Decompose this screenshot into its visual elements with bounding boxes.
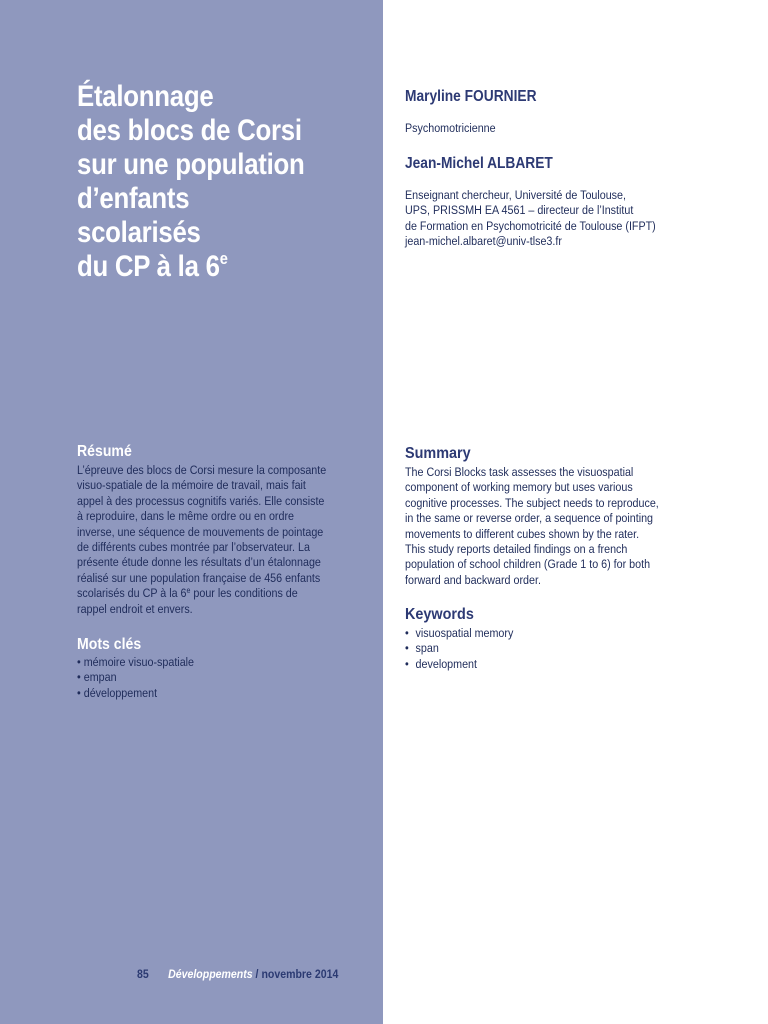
resume-line [77, 586, 323, 601]
keyword-text: span [415, 641, 439, 656]
resume-line: inverse, une séquence de mouvements de pointage [77, 524, 324, 539]
title-line: d’enfants [77, 182, 190, 215]
author-name: Jean-Michel ALBARET [405, 155, 553, 172]
keyword-text: visuospatial memory [415, 626, 514, 640]
bullet-icon: • [405, 626, 409, 640]
resume-line: de différents cubes montrée par l’observateur. La [77, 540, 310, 555]
article-title [77, 80, 335, 284]
mots-cles-item: • empan [77, 670, 117, 685]
author-name: Maryline FOURNIER [405, 88, 537, 105]
author-role-line: Psychomotricienne [405, 121, 496, 135]
resume-line: à reproduire, dans le même ordre ou en ordre [77, 509, 295, 524]
summary-line: component of working memory but uses various [405, 480, 633, 495]
title-line: scolarisés [77, 216, 201, 249]
page-number: 85 [137, 967, 149, 981]
author-affiliation [405, 188, 690, 250]
resume-line: visuo-spatiale de la mémoire de travail, mais fait [77, 478, 306, 493]
resume-line: réalisé sur une population française de 456 enfants [77, 570, 321, 585]
affiliation-line: de Formation en Psychomotricité de Toulouse (IFPT) [405, 218, 656, 233]
keywords-item [405, 641, 687, 656]
mots-cles-list [77, 655, 357, 701]
mots-cles-item: • mémoire visuo-spatiale [77, 655, 195, 669]
keywords-item [405, 626, 687, 641]
resume-line-text: scolarisés du CP à la 6 [77, 586, 187, 601]
affiliation-line: Enseignant chercheur, Université de Toulouse, [405, 188, 627, 202]
issue-date: novembre 2014 [261, 967, 339, 981]
resume-heading: Résumé [77, 443, 132, 460]
resume-line: rappel endroit et envers. [77, 601, 193, 616]
mots-cles-item: • développement [77, 685, 158, 700]
keywords-list [405, 626, 725, 672]
resume-text [77, 463, 357, 617]
summary-line: This study reports detailed findings on a french [405, 542, 628, 557]
author-role [405, 121, 508, 136]
keywords-heading: Keywords [405, 606, 474, 623]
bullet-icon: • [405, 641, 409, 656]
summary-heading: Summary [405, 445, 471, 462]
author-email: jean-michel.albaret@univ-tlse3.fr [405, 234, 562, 249]
affiliation-line: UPS, PRISSMH EA 4561 – directeur de l’Institut [405, 203, 634, 218]
summary-line: forward and backward order. [405, 572, 541, 587]
bullet-icon: • [405, 656, 409, 671]
journal-name: Développements [168, 967, 253, 981]
resume-superscript: e [186, 586, 191, 596]
title-line: Étalonnage [77, 80, 214, 113]
resume-line: L’épreuve des blocs de Corsi mesure la composante [77, 463, 327, 477]
summary-line: cognitive processes. The subject needs to reproduce, [405, 495, 659, 510]
resume-line: présente étude donne les résultats d’un étalonnage [77, 555, 321, 570]
page-footer [137, 967, 338, 981]
keywords-item [405, 657, 687, 672]
resume-line-rest: pour les conditions de [190, 586, 298, 601]
title-line: des blocs de Corsi [77, 114, 302, 147]
title-line [77, 250, 335, 284]
resume-line: appel à des processus cognitifs variés. Elle consiste [77, 493, 325, 508]
keyword-text: development [415, 656, 477, 671]
summary-line: The Corsi Blocks task assesses the visuospatial [405, 465, 634, 479]
title-superscript: e [219, 249, 228, 268]
summary-line: in the same or reverse order, a sequence of pointing [405, 511, 654, 526]
summary-line: population of school children (Grade 1 to 6) for both [405, 557, 651, 572]
summary-text [405, 465, 725, 588]
title-line: sur une population [77, 148, 305, 181]
mots-cles-heading: Mots clés [77, 636, 142, 653]
summary-line: movements to different cubes shown by the rater. [405, 526, 640, 541]
footer-separator: / [252, 967, 262, 981]
title-line-text: du CP à la 6 [77, 250, 220, 283]
